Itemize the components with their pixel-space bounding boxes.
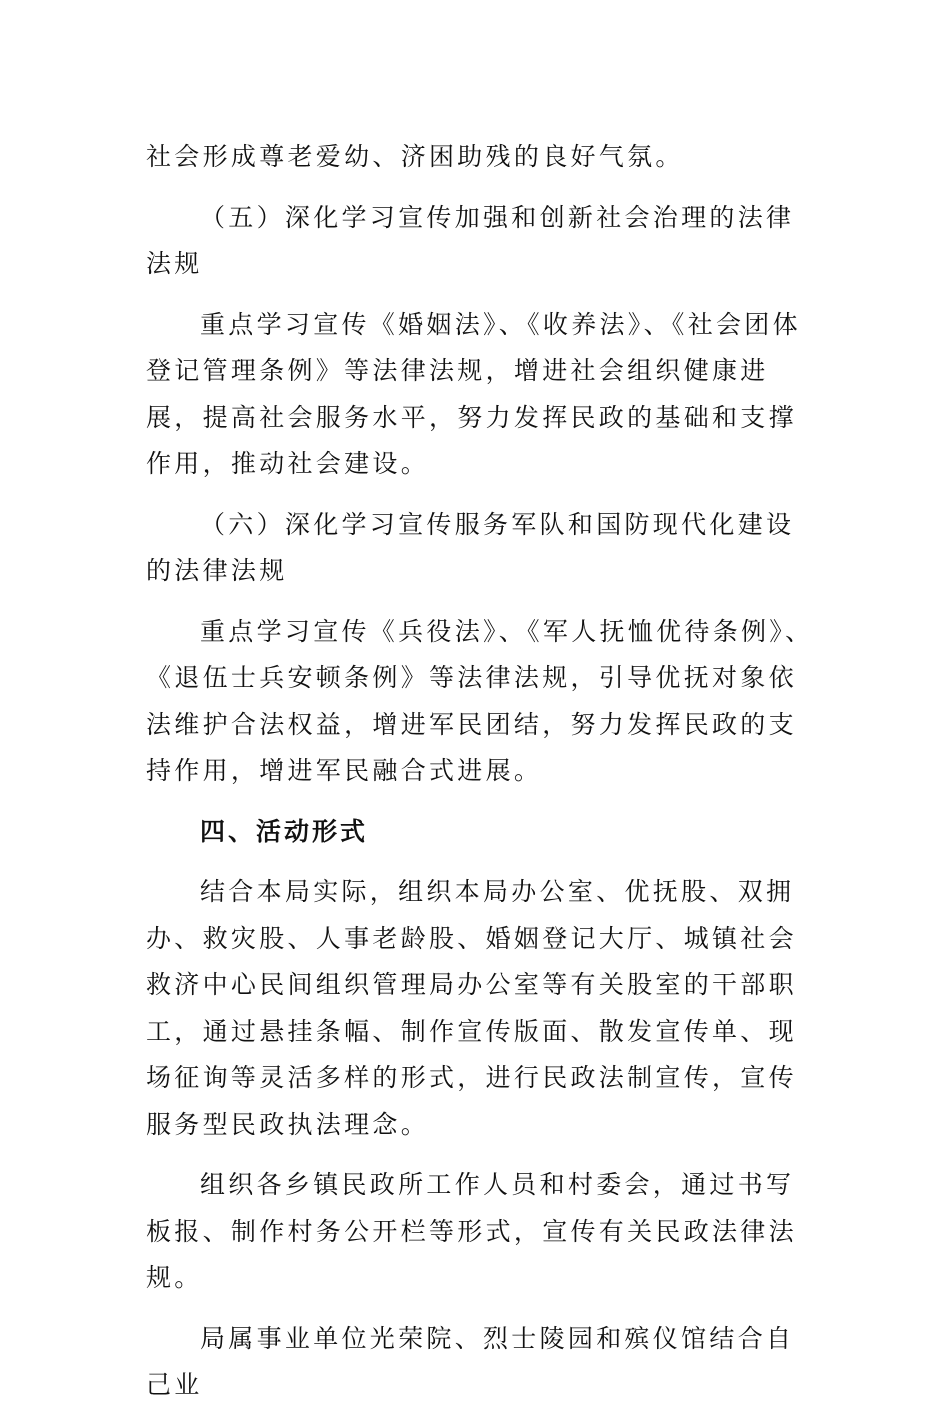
paragraph-continuation: 社会形成尊老爱幼、济困助残的良好气氛。: [146, 142, 684, 171]
paragraph-activity-bureau: 结合本局实际，组织本局办公室、优抚股、双拥办、救灾股、人事老龄股、婚姻登记大厅、城镇社会救济中心民间组织管理局办公室等有关股室的干部职工，通过悬挂条幅、制作宣传版面、散发宣传单、现场征询等灵活多样的形式，进行民政法制宣传，宣传服务型民政执法理念。: [146, 877, 797, 1139]
paragraph-military-law: 重点学习宣传《兵役法》、《军人抚恤优待条例》、《退伍士兵安顿条例》等法律法规，引导优抚对象依法维护合法权益，增进军民团结，努力发挥民政的支持作用，增进军民融合式进展。: [146, 616, 814, 785]
subsection-heading-5: （五）深化学习宣传加强和创新社会治理的法律法规: [146, 202, 795, 278]
section-heading-activity-form: 四、活动形式: [200, 816, 369, 846]
paragraph-marriage-law: 重点学习宣传《婚姻法》、《收养法》、《社会团体登记管理条例》等法律法规，增进社会组织健康进展，提高社会服务水平，努力发挥民政的基础和支撑作用，推动社会建设。: [146, 309, 801, 478]
subsection-heading-6: （六）深化学习宣传服务军队和国防现代化建设的法律法规: [146, 509, 795, 585]
document-body: [146, 134, 816, 1423]
paragraph-activity-institutions: 局属事业单位光荣院、烈士陵园和殡仪馆结合自己业: [146, 1323, 795, 1399]
paragraph-activity-townships: 组织各乡镇民政所工作人员和村委会，通过书写板报、制作村务公开栏等形式，宣传有关民政法律法规。: [146, 1170, 797, 1292]
